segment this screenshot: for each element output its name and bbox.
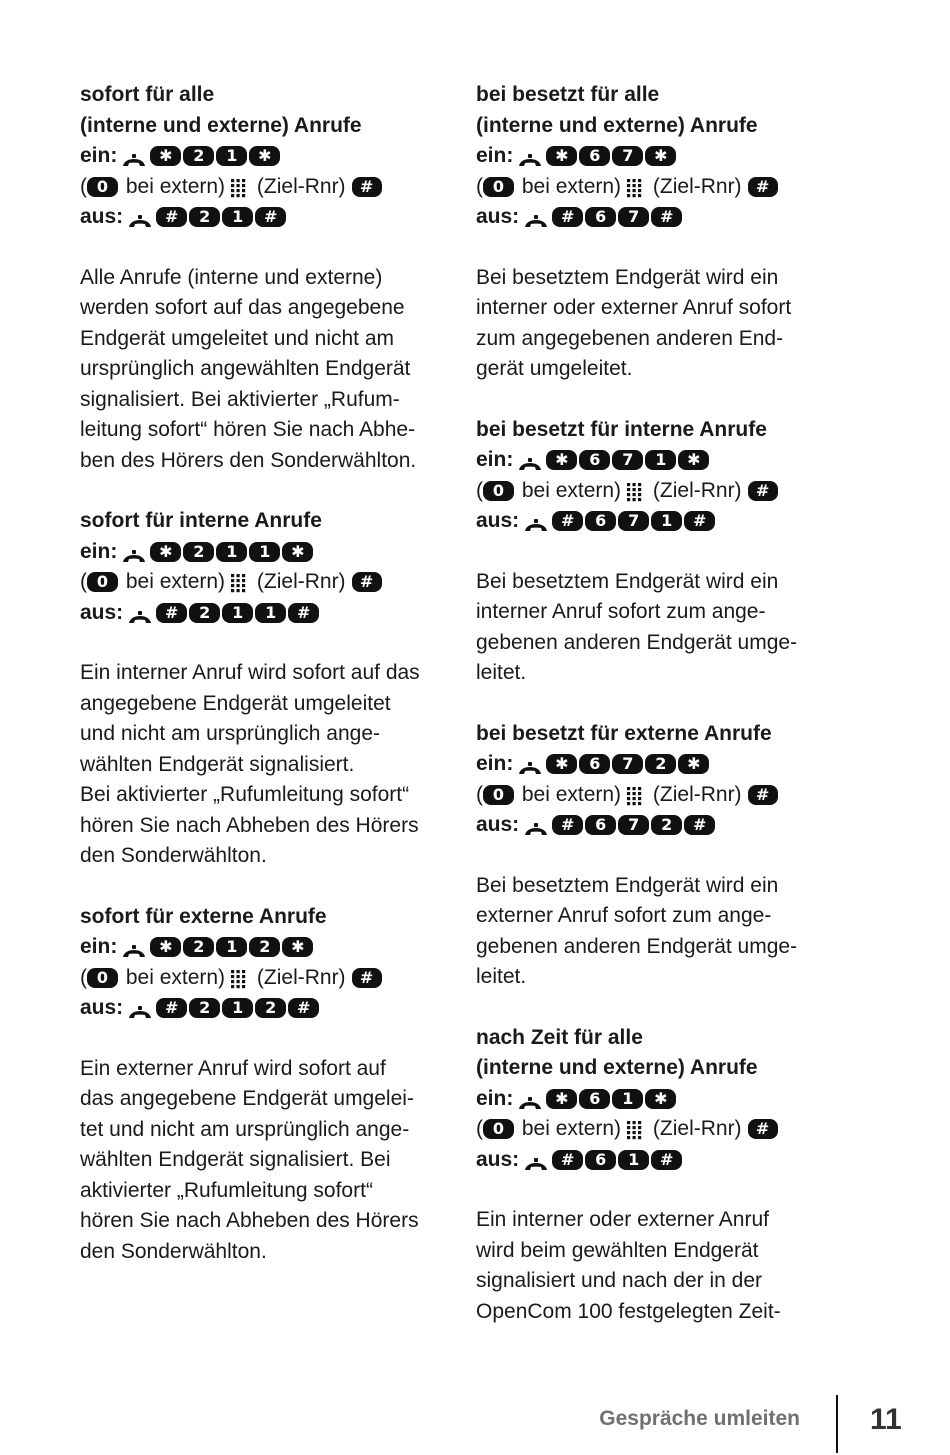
key-button: 2 bbox=[255, 998, 286, 1018]
section-heading: bei besetzt für alle (interne und externe) Anrufe bbox=[476, 83, 758, 137]
key-button: # bbox=[684, 511, 715, 531]
external-note: bei extern) bbox=[516, 1117, 622, 1140]
activate-label: ein: bbox=[476, 752, 514, 775]
key-button: ✱ bbox=[150, 146, 181, 166]
activate-line bbox=[476, 141, 876, 172]
key-button: ✱ bbox=[249, 146, 280, 166]
activate-label: ein: bbox=[476, 448, 514, 471]
body-line: Ein interner oder externer Anruf bbox=[476, 1208, 769, 1231]
key-button: ✱ bbox=[546, 146, 577, 166]
key-button: # bbox=[352, 177, 382, 197]
code-section bbox=[80, 506, 480, 872]
destination-line bbox=[476, 780, 876, 811]
key-button: 1 bbox=[222, 998, 253, 1018]
key-button: ✱ bbox=[645, 146, 676, 166]
keypad-icon bbox=[229, 177, 247, 197]
key-button: 2 bbox=[651, 815, 682, 835]
open-paren: ( bbox=[476, 1117, 483, 1140]
key-button: # bbox=[288, 603, 319, 623]
open-paren: ( bbox=[80, 570, 87, 593]
external-note: bei extern) bbox=[120, 174, 226, 198]
left-column bbox=[80, 80, 480, 1297]
handset-lift-icon bbox=[121, 939, 147, 955]
section-heading: bei besetzt für externe Anrufe bbox=[476, 721, 772, 745]
destination-line bbox=[476, 172, 876, 203]
body-line: den Sonderwählton. bbox=[80, 844, 267, 867]
external-note: bei extern) bbox=[516, 174, 622, 198]
key-button: 6 bbox=[585, 511, 616, 531]
key-button: 6 bbox=[579, 754, 610, 774]
key-button: # bbox=[156, 998, 187, 1018]
section-body bbox=[80, 263, 480, 477]
body-line: Alle Anrufe (interne und externe) bbox=[80, 265, 383, 289]
deactivate-label: aus: bbox=[476, 509, 520, 532]
key-button: # bbox=[552, 815, 583, 835]
key-button: 0 bbox=[87, 968, 118, 988]
keypad-icon bbox=[229, 572, 247, 592]
handset-lift-icon bbox=[517, 756, 543, 772]
key-button: 2 bbox=[189, 998, 220, 1018]
key-button: 1 bbox=[216, 937, 247, 957]
key-button: ✱ bbox=[546, 754, 577, 774]
activate-line bbox=[80, 141, 480, 172]
key-button: # bbox=[352, 572, 382, 592]
key-button: # bbox=[552, 1150, 583, 1170]
body-line: Bei aktivierter „Rufumleitung sofort“ bbox=[80, 783, 410, 806]
key-button: 6 bbox=[579, 1089, 610, 1109]
keypad-icon bbox=[625, 481, 643, 501]
key-button: 1 bbox=[612, 1089, 643, 1109]
keypad-icon bbox=[625, 1119, 643, 1139]
handset-lift-icon bbox=[121, 148, 147, 164]
body-line: Ein externer Anruf wird sofort auf bbox=[80, 1056, 386, 1080]
key-button: 2 bbox=[183, 146, 214, 166]
external-note: bei extern) bbox=[516, 478, 622, 502]
body-line: angegebene Endgerät umgeleitet bbox=[80, 691, 391, 715]
key-button: # bbox=[748, 1119, 778, 1139]
page-footer bbox=[0, 1395, 950, 1455]
key-button: # bbox=[651, 1150, 682, 1170]
key-button: 7 bbox=[618, 815, 649, 835]
handset-lift-icon bbox=[523, 817, 549, 833]
handset-lift-icon bbox=[517, 452, 543, 468]
body-line: externer Anruf sofort zum ange- bbox=[476, 904, 772, 927]
section-body bbox=[476, 1205, 876, 1327]
body-line: wählten Endgerät signalisiert. bbox=[80, 752, 355, 776]
body-line: ursprünglich angewählten Endgerät bbox=[80, 357, 411, 380]
key-button: 6 bbox=[579, 146, 610, 166]
key-button: ✱ bbox=[282, 542, 313, 562]
body-line: OpenCom 100 festgelegten Zeit- bbox=[476, 1299, 781, 1323]
body-line: gebenen anderen Endgerät umge- bbox=[476, 630, 798, 654]
deactivate-label: aus: bbox=[476, 813, 520, 836]
activate-line bbox=[476, 749, 876, 780]
body-line: wählten Endgerät signalisiert. Bei bbox=[80, 1148, 391, 1171]
code-section bbox=[80, 902, 480, 1268]
deactivate-line bbox=[476, 810, 876, 841]
key-button: ✱ bbox=[150, 937, 181, 957]
target-number: (Ziel-Rnr) bbox=[251, 174, 346, 198]
key-button: # bbox=[352, 968, 382, 988]
deactivate-label: aus: bbox=[80, 205, 124, 228]
key-button: ✱ bbox=[678, 754, 709, 774]
body-line: hören Sie nach Abheben des Hörers bbox=[80, 1209, 419, 1232]
key-button: # bbox=[748, 785, 778, 805]
key-button: 0 bbox=[483, 1119, 514, 1139]
destination-line bbox=[80, 963, 480, 994]
key-button: # bbox=[255, 207, 286, 227]
target-number: (Ziel-Rnr) bbox=[647, 478, 742, 502]
activate-label: ein: bbox=[80, 935, 118, 958]
section-heading: sofort für externe Anrufe bbox=[80, 904, 327, 928]
handset-lift-icon bbox=[127, 1000, 153, 1016]
key-button: 2 bbox=[249, 937, 280, 957]
section-body bbox=[476, 567, 876, 689]
key-button: 1 bbox=[222, 603, 253, 623]
target-number: (Ziel-Rnr) bbox=[647, 174, 742, 198]
key-button: 2 bbox=[183, 937, 214, 957]
target-number: (Ziel-Rnr) bbox=[647, 1117, 742, 1140]
deactivate-line bbox=[80, 202, 480, 233]
key-button: 1 bbox=[645, 450, 676, 470]
key-button: 6 bbox=[585, 207, 616, 227]
section-body bbox=[476, 871, 876, 993]
key-button: 6 bbox=[579, 450, 610, 470]
body-line: aktivierter „Rufumleitung sofort“ bbox=[80, 1178, 373, 1202]
keypad-icon bbox=[229, 968, 247, 988]
deactivate-label: aus: bbox=[476, 1147, 520, 1171]
body-line: leitet. bbox=[476, 661, 527, 684]
handset-lift-icon bbox=[517, 1091, 543, 1107]
target-number: (Ziel-Rnr) bbox=[251, 570, 346, 593]
key-button: 1 bbox=[618, 1150, 649, 1170]
body-line: signalisiert. Bei aktivierter „Rufum- bbox=[80, 387, 400, 411]
deactivate-line bbox=[476, 506, 876, 537]
open-paren: ( bbox=[476, 478, 483, 502]
open-paren: ( bbox=[476, 782, 483, 806]
code-section bbox=[476, 415, 876, 689]
handset-lift-icon bbox=[127, 209, 153, 225]
deactivate-label: aus: bbox=[476, 205, 520, 228]
activate-label: ein: bbox=[80, 144, 118, 167]
activate-label: ein: bbox=[476, 144, 514, 167]
external-note: bei extern) bbox=[120, 965, 226, 989]
footer-divider bbox=[836, 1395, 838, 1453]
key-button: ✱ bbox=[645, 1089, 676, 1109]
body-line: interner oder externer Anruf sofort bbox=[476, 296, 792, 319]
deactivate-line bbox=[476, 202, 876, 233]
activate-line bbox=[80, 932, 480, 963]
key-button: 2 bbox=[189, 603, 220, 623]
activate-label: ein: bbox=[476, 1086, 514, 1110]
body-line: den Sonderwählton. bbox=[80, 1239, 267, 1263]
destination-line bbox=[80, 567, 480, 598]
chapter-title: Gespräche umleiten bbox=[599, 1407, 800, 1430]
body-line: Bei besetztem Endgerät wird ein bbox=[476, 873, 779, 897]
key-button: ✱ bbox=[282, 937, 313, 957]
key-button: # bbox=[156, 207, 187, 227]
key-button: ✱ bbox=[150, 542, 181, 562]
key-button: 1 bbox=[249, 542, 280, 562]
body-line: gebenen anderen Endgerät umge- bbox=[476, 934, 798, 958]
code-section bbox=[476, 1023, 876, 1328]
key-button: 7 bbox=[612, 754, 643, 774]
key-button: # bbox=[651, 207, 682, 227]
deactivate-label: aus: bbox=[80, 996, 124, 1019]
code-section bbox=[476, 719, 876, 993]
page-number: 11 bbox=[870, 1403, 902, 1436]
deactivate-line bbox=[80, 598, 480, 629]
body-line: gerät umgeleitet. bbox=[476, 357, 633, 380]
body-line: Endgerät umgeleitet und nicht am bbox=[80, 326, 395, 350]
section-body bbox=[80, 658, 480, 872]
target-number: (Ziel-Rnr) bbox=[251, 965, 346, 989]
key-button: 1 bbox=[216, 542, 247, 562]
activate-line bbox=[476, 1084, 876, 1115]
right-column bbox=[476, 80, 876, 1357]
key-button: 0 bbox=[87, 177, 118, 197]
key-button: 0 bbox=[483, 177, 514, 197]
section-heading: sofort für interne Anrufe bbox=[80, 509, 322, 532]
body-line: werden sofort auf das angegebene bbox=[80, 296, 405, 319]
key-button: 0 bbox=[483, 785, 514, 805]
key-button: 1 bbox=[651, 511, 682, 531]
body-line: interner Anruf sofort zum ange- bbox=[476, 600, 766, 623]
body-line: leitet. bbox=[476, 965, 527, 988]
key-button: 7 bbox=[612, 146, 643, 166]
key-button: 2 bbox=[183, 542, 214, 562]
deactivate-line bbox=[80, 993, 480, 1024]
handset-lift-icon bbox=[127, 605, 153, 621]
key-button: 0 bbox=[483, 481, 514, 501]
key-button: # bbox=[288, 998, 319, 1018]
handset-lift-icon bbox=[517, 148, 543, 164]
key-button: 7 bbox=[612, 450, 643, 470]
external-note: bei extern) bbox=[516, 782, 622, 806]
code-section bbox=[80, 80, 480, 476]
key-button: 6 bbox=[585, 815, 616, 835]
open-paren: ( bbox=[476, 174, 483, 198]
section-body bbox=[80, 1054, 480, 1268]
handset-lift-icon bbox=[523, 513, 549, 529]
key-button: 6 bbox=[585, 1150, 616, 1170]
activate-line bbox=[476, 445, 876, 476]
activate-label: ein: bbox=[80, 539, 118, 563]
key-button: 7 bbox=[618, 207, 649, 227]
key-button: 7 bbox=[618, 511, 649, 531]
keypad-icon bbox=[625, 785, 643, 805]
deactivate-line bbox=[476, 1145, 876, 1176]
key-button: 2 bbox=[645, 754, 676, 774]
body-line: und nicht am ursprünglich ange- bbox=[80, 722, 381, 745]
key-button: 1 bbox=[255, 603, 286, 623]
body-line: signalisiert und nach der in der bbox=[476, 1269, 763, 1292]
external-note: bei extern) bbox=[120, 570, 226, 593]
key-button: # bbox=[156, 603, 187, 623]
keypad-icon bbox=[625, 177, 643, 197]
section-body bbox=[476, 263, 876, 385]
destination-line bbox=[476, 476, 876, 507]
destination-line bbox=[476, 1114, 876, 1145]
code-section bbox=[476, 80, 876, 385]
body-line: Ein interner Anruf wird sofort auf das bbox=[80, 661, 420, 684]
key-button: # bbox=[684, 815, 715, 835]
open-paren: ( bbox=[80, 174, 87, 198]
body-line: leitung sofort“ hören Sie nach Abhe- bbox=[80, 418, 416, 441]
body-line: Bei besetztem Endgerät wird ein bbox=[476, 265, 779, 289]
body-line: das angegebene Endgerät umgelei- bbox=[80, 1087, 414, 1110]
body-line: hören Sie nach Abheben des Hörers bbox=[80, 813, 419, 837]
body-line: Bei besetztem Endgerät wird ein bbox=[476, 569, 779, 593]
body-line: zum angegebenen anderen End- bbox=[476, 326, 784, 350]
handset-lift-icon bbox=[523, 1152, 549, 1168]
section-heading: sofort für alle (interne und externe) Anrufe bbox=[80, 83, 362, 137]
key-button: 1 bbox=[222, 207, 253, 227]
deactivate-label: aus: bbox=[80, 600, 124, 624]
key-button: # bbox=[552, 207, 583, 227]
activate-line bbox=[80, 537, 480, 568]
handset-lift-icon bbox=[121, 544, 147, 560]
key-button: ✱ bbox=[546, 450, 577, 470]
target-number: (Ziel-Rnr) bbox=[647, 782, 742, 806]
key-button: # bbox=[748, 481, 778, 501]
open-paren: ( bbox=[80, 965, 87, 989]
key-button: 2 bbox=[189, 207, 220, 227]
key-button: # bbox=[552, 511, 583, 531]
key-button: 0 bbox=[87, 572, 118, 592]
body-line: tet und nicht am ursprünglich ange- bbox=[80, 1117, 410, 1141]
destination-line bbox=[80, 172, 480, 203]
handset-lift-icon bbox=[523, 209, 549, 225]
key-button: # bbox=[748, 177, 778, 197]
section-heading: bei besetzt für interne Anrufe bbox=[476, 417, 767, 441]
section-heading: nach Zeit für alle (interne und externe) Anrufe bbox=[476, 1025, 758, 1079]
key-button: ✱ bbox=[546, 1089, 577, 1109]
body-line: wird beim gewählten Endgerät bbox=[476, 1238, 759, 1262]
body-line: ben des Hörers den Sonderwählton. bbox=[80, 448, 417, 472]
key-button: ✱ bbox=[678, 450, 709, 470]
key-button: 1 bbox=[216, 146, 247, 166]
